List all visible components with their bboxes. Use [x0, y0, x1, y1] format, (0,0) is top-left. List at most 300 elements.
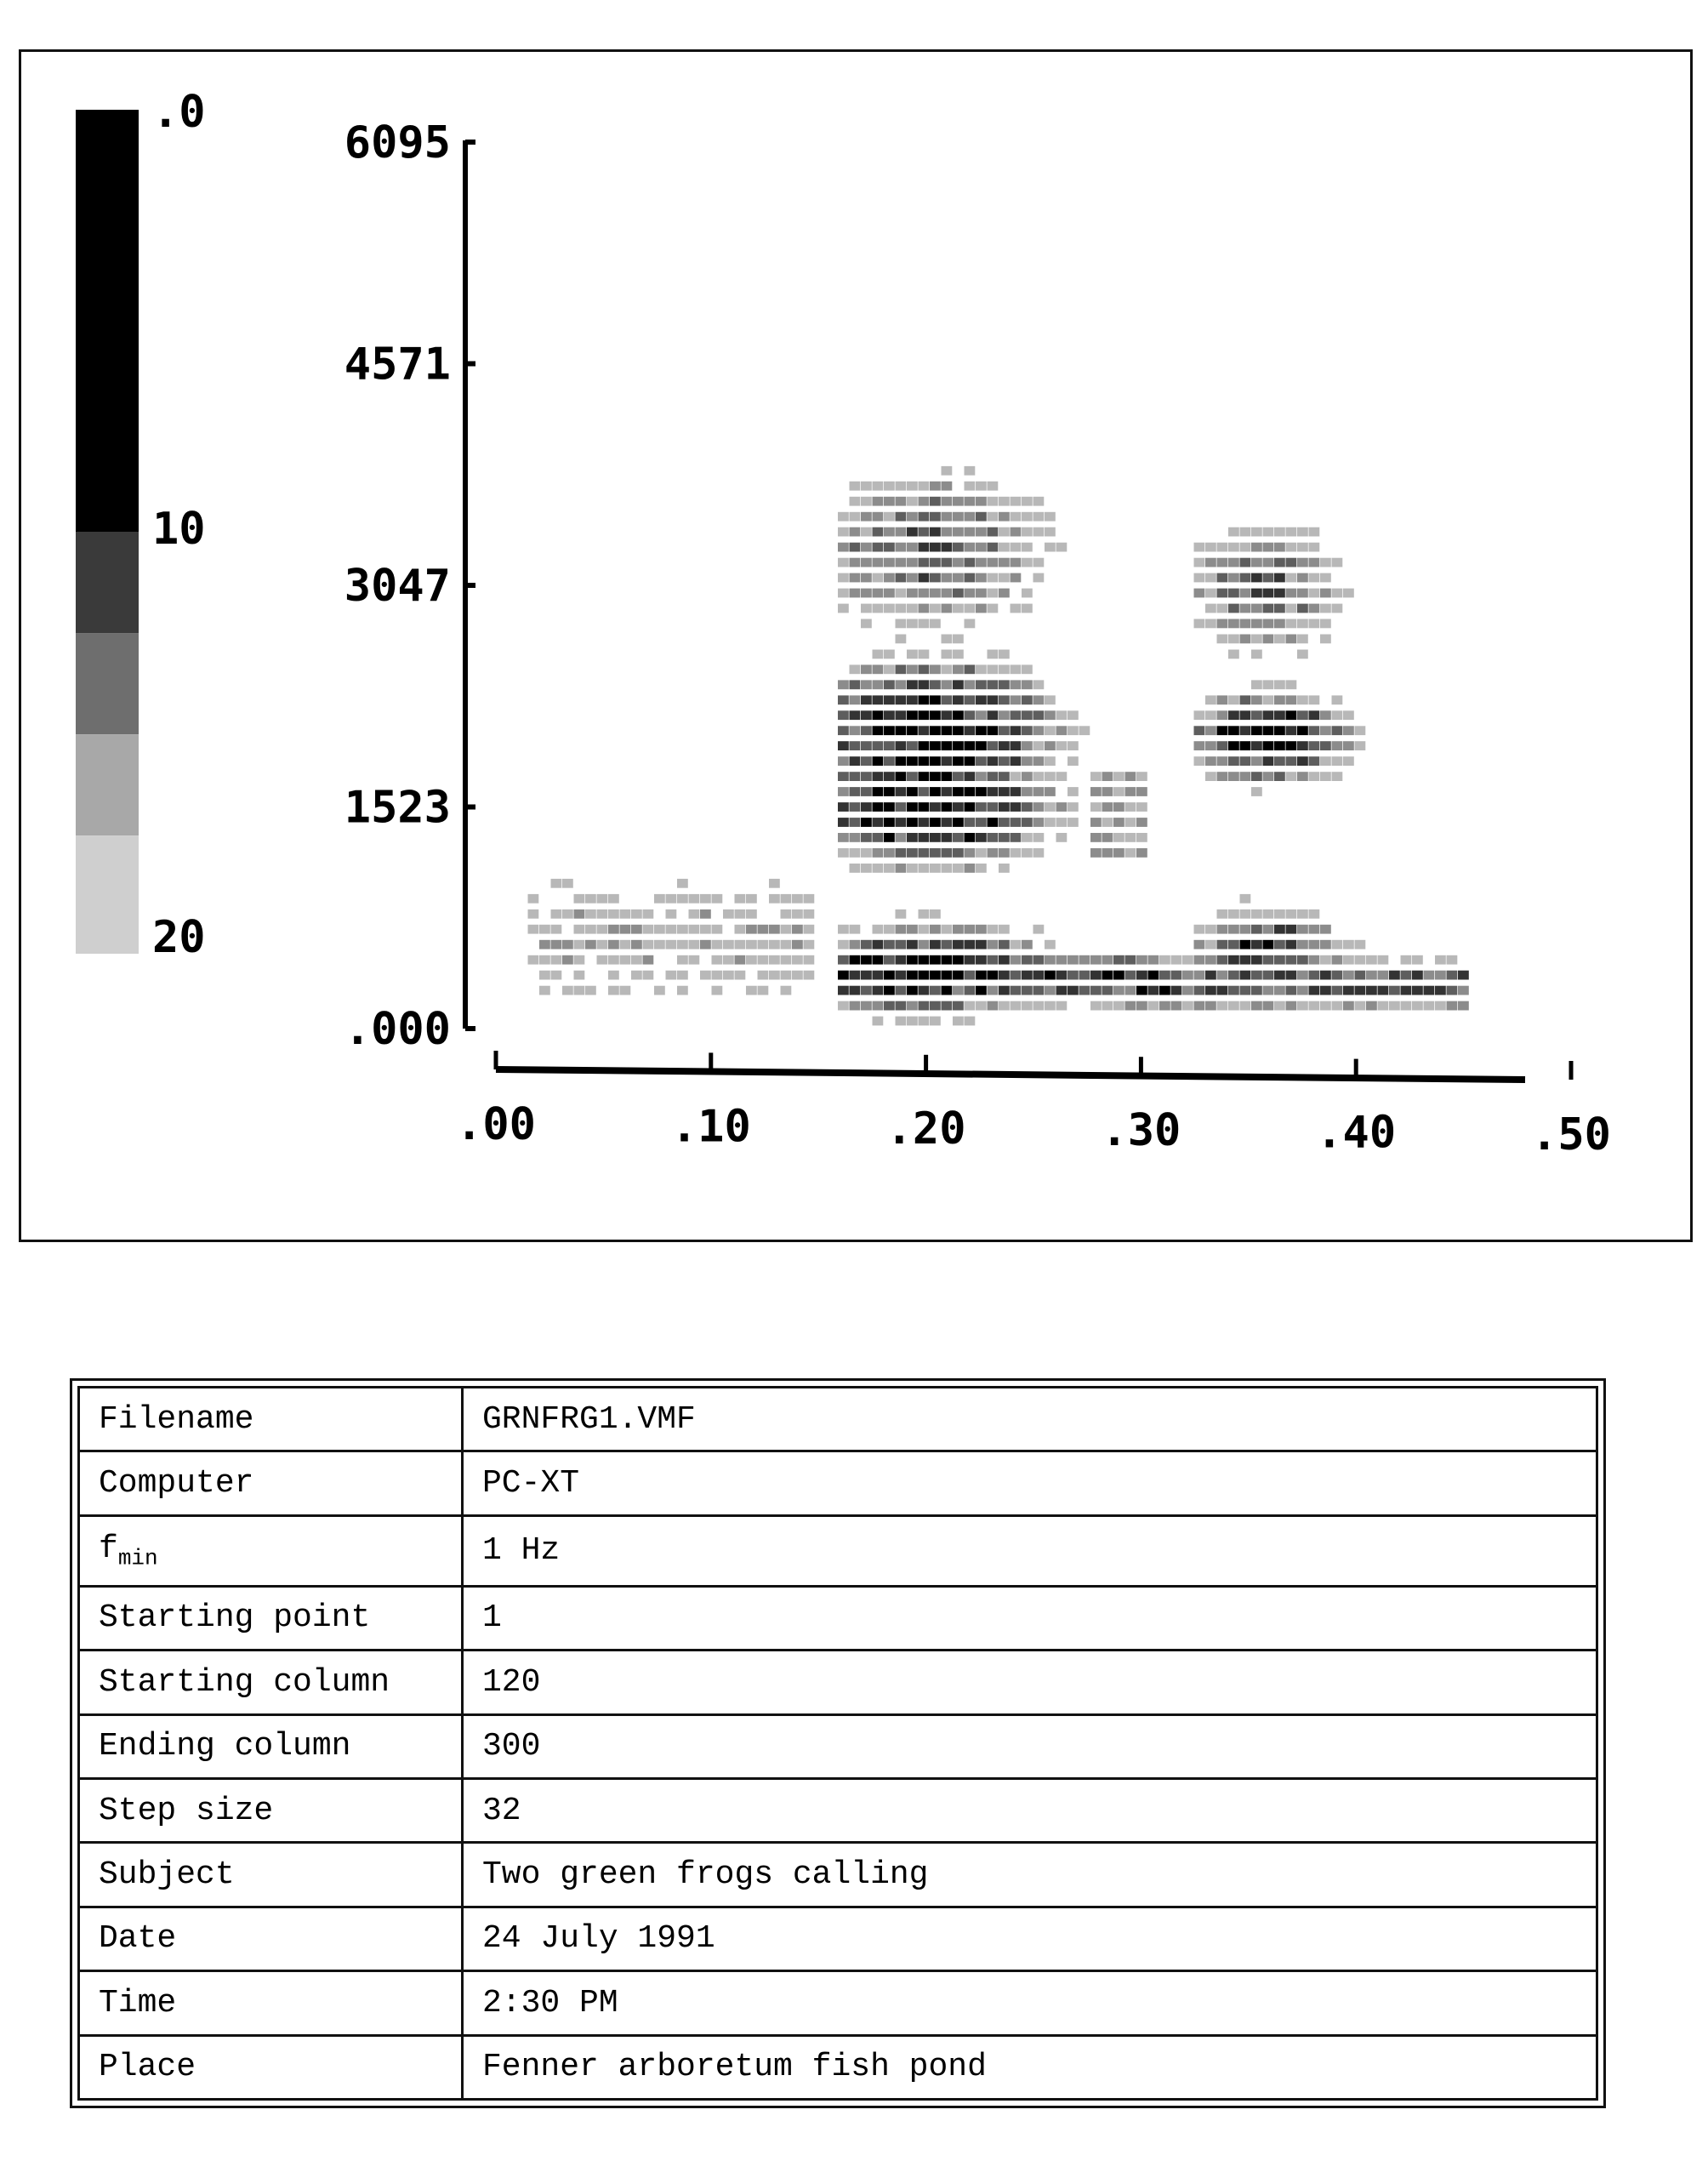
spectrogram-cell — [1033, 818, 1045, 827]
spectrogram-cell — [1033, 986, 1045, 995]
spectrogram-cell — [861, 482, 872, 491]
spectrogram-cell — [712, 940, 723, 949]
spectrogram-cell — [907, 940, 918, 949]
spectrogram-cell — [965, 925, 976, 934]
spectrogram-cell — [942, 604, 953, 613]
spectrogram-cell — [942, 787, 953, 796]
spectrogram-cell — [907, 955, 918, 965]
spectrogram-cell — [965, 802, 976, 812]
spectrogram-cell — [735, 940, 746, 949]
spectrogram-cell — [999, 787, 1010, 796]
spectrogram-cell — [631, 925, 642, 934]
spectrogram-cell — [574, 971, 585, 980]
spectrogram-cell — [1113, 1001, 1124, 1011]
spectrogram-cell — [1320, 635, 1331, 644]
spectrogram-cell — [1332, 710, 1343, 720]
spectrogram-cell — [1194, 940, 1205, 949]
spectrogram-cell — [1309, 710, 1320, 720]
spectrogram-cell — [1240, 558, 1251, 567]
spectrogram-cell — [884, 558, 895, 567]
spectrogram-cell — [1022, 802, 1033, 812]
spectrogram-cell — [838, 833, 849, 842]
spectrogram-cell — [1251, 543, 1262, 552]
spectrogram-cell — [1355, 955, 1366, 965]
spectrogram-cell — [1320, 756, 1331, 766]
spectrogram-cell — [1332, 1001, 1343, 1011]
spectrogram-cell — [930, 940, 941, 949]
spectrogram-cell — [1056, 1001, 1068, 1011]
spectrogram-cell — [1033, 925, 1045, 934]
spectrogram-cell — [942, 695, 953, 704]
spectrogram-cell — [746, 955, 757, 965]
spectrogram-cell — [999, 543, 1010, 552]
spectrogram-cell — [1240, 589, 1251, 598]
spectrogram-cell — [804, 955, 815, 965]
spectrogram-cell — [976, 527, 987, 537]
spectrogram-cell — [1205, 756, 1216, 766]
spectrogram-cell — [988, 695, 999, 704]
spectrogram-cell — [769, 971, 780, 980]
spectrogram-cell — [1274, 710, 1285, 720]
spectrogram-cell — [953, 955, 964, 965]
spectrogram-cell — [1148, 1001, 1159, 1011]
spectrogram-cell — [965, 558, 976, 567]
spectrogram-cell — [1205, 543, 1216, 552]
spectrogram-cell — [976, 558, 987, 567]
spectrogram-cell — [850, 664, 861, 674]
spectrogram-cell — [1090, 802, 1102, 812]
table-row — [79, 2035, 1597, 2099]
spectrogram-cell — [528, 955, 539, 965]
row-label — [79, 1971, 463, 2035]
spectrogram-cell — [861, 710, 872, 720]
spectrogram-cell — [1033, 558, 1045, 567]
spectrogram-cell — [838, 925, 849, 934]
spectrogram-cell — [988, 664, 999, 674]
spectrogram-cell — [930, 909, 941, 919]
spectrogram-cell — [539, 940, 550, 949]
spectrogram-cell — [1228, 543, 1239, 552]
spectrogram-cell — [1286, 589, 1297, 598]
spectrogram-cell — [861, 864, 872, 873]
spectrogram-cell — [1240, 772, 1251, 781]
spectrogram-cell — [1045, 986, 1056, 995]
spectrogram-cell — [654, 986, 665, 995]
spectrogram-cell — [1297, 527, 1308, 537]
spectrogram-cell — [861, 1001, 872, 1011]
spectrogram-cell — [1309, 619, 1320, 629]
spectrogram-cell — [1251, 527, 1262, 537]
spectrogram-cell — [988, 726, 999, 735]
spectrogram-cell — [873, 833, 884, 842]
spectrogram-cell — [1033, 497, 1045, 506]
spectrogram-cell — [712, 955, 723, 965]
spectrogram-cell — [965, 527, 976, 537]
spectrogram-cell — [942, 756, 953, 766]
spectrogram-cell — [574, 894, 585, 904]
spectrogram-cell — [1297, 756, 1308, 766]
spectrogram-cell — [643, 909, 654, 919]
spectrogram-cell — [1251, 909, 1262, 919]
spectrogram-cell — [1022, 772, 1033, 781]
spectrogram-cell — [1068, 787, 1079, 796]
spectrogram-cell — [1022, 818, 1033, 827]
spectrogram-cell — [907, 971, 918, 980]
spectrogram-cell — [953, 695, 964, 704]
spectrogram-cell — [1205, 1001, 1216, 1011]
spectrogram-cell — [861, 802, 872, 812]
spectrogram-cell — [1274, 558, 1285, 567]
spectrogram-cell — [1068, 986, 1079, 995]
spectrogram-cell — [873, 710, 884, 720]
spectrogram-cell — [1217, 986, 1228, 995]
spectrogram-cell — [1251, 604, 1262, 613]
spectrogram-cell — [965, 543, 976, 552]
spectrogram-cell — [1240, 756, 1251, 766]
spectrogram-cell — [1366, 1001, 1377, 1011]
spectrogram-cell — [1378, 971, 1389, 980]
spectrogram-cell — [919, 940, 930, 949]
spectrogram-cell — [1366, 971, 1377, 980]
spectrogram-cell — [1011, 558, 1022, 567]
spectrogram-cell — [1068, 710, 1079, 720]
spectrogram-cell — [919, 756, 930, 766]
row-value: 24 July 1991 — [463, 1907, 1597, 1970]
spectrogram-cell — [1263, 955, 1274, 965]
spectrogram-cell — [919, 589, 930, 598]
spectrogram-cell — [712, 894, 723, 904]
x-tick-label: .00 — [456, 1099, 536, 1150]
spectrogram-cell — [838, 848, 849, 858]
row-value: 1 — [463, 1586, 1597, 1650]
spectrogram-cell — [1447, 955, 1458, 965]
spectrogram-cell — [1263, 543, 1274, 552]
spectrogram-cell — [919, 543, 930, 552]
spectrogram-cell — [1011, 604, 1022, 613]
spectrogram-cell — [930, 619, 941, 629]
spectrogram-cell — [1251, 695, 1262, 704]
spectrogram-cell — [965, 741, 976, 750]
spectrogram-cells — [528, 466, 1469, 1026]
spectrogram-cell — [1079, 971, 1090, 980]
spectrogram-cell — [1274, 543, 1285, 552]
spectrogram-cell — [712, 986, 723, 995]
spectrogram-cell — [965, 695, 976, 704]
spectrogram-cell — [1309, 741, 1320, 750]
spectrogram-cell — [965, 573, 976, 583]
spectrogram-cell — [1297, 650, 1308, 659]
spectrogram-cell — [608, 940, 619, 949]
spectrogram-cell — [907, 482, 918, 491]
spectrogram-cell — [930, 710, 941, 720]
spectrogram-cell — [919, 680, 930, 689]
spectrogram-cell — [1090, 986, 1102, 995]
spectrogram-cell — [677, 955, 688, 965]
row-label — [79, 1451, 463, 1515]
spectrogram-cell — [551, 925, 562, 934]
spectrogram-cell — [1263, 558, 1274, 567]
row-label — [79, 1651, 463, 1714]
spectrogram-cell — [850, 940, 861, 949]
spectrogram-cell — [585, 940, 596, 949]
spectrogram-cell — [1011, 512, 1022, 522]
spectrogram-cell — [838, 543, 849, 552]
spectrogram-cell — [1182, 971, 1193, 980]
spectrogram-cell — [1355, 726, 1366, 735]
spectrogram-cell — [1022, 497, 1033, 506]
colorbar-segment — [76, 835, 139, 954]
spectrogram-cell — [873, 787, 884, 796]
spectrogram-cell — [528, 909, 539, 919]
spectrogram-cell — [999, 527, 1010, 537]
spectrogram-cell — [873, 650, 884, 659]
spectrogram-cell — [896, 909, 907, 919]
row-label-text: Place — [99, 2049, 196, 2086]
spectrogram-cell — [792, 955, 803, 965]
spectrogram-cell — [976, 833, 987, 842]
spectrogram-cell — [930, 664, 941, 674]
spectrogram-cell — [1217, 695, 1228, 704]
row-label — [79, 1388, 463, 1451]
spectrogram-cell — [873, 543, 884, 552]
spectrogram-cell — [1320, 986, 1331, 995]
spectrogram-cell — [1125, 772, 1136, 781]
spectrogram-cell — [1286, 741, 1297, 750]
spectrogram-cell — [1251, 650, 1262, 659]
spectrogram-cell — [896, 710, 907, 720]
spectrogram-cell — [1297, 971, 1308, 980]
spectrogram-cell — [700, 940, 711, 949]
spectrogram-cell — [953, 802, 964, 812]
spectrogram-cell — [884, 833, 895, 842]
spectrogram-cell — [1033, 695, 1045, 704]
spectrogram-cell — [666, 894, 677, 904]
spectrogram-cell — [1033, 710, 1045, 720]
spectrogram-cell — [988, 955, 999, 965]
spectrogram-cell — [1251, 635, 1262, 644]
spectrogram-cell — [1228, 710, 1239, 720]
spectrogram-cell — [873, 680, 884, 689]
spectrogram-cell — [884, 772, 895, 781]
spectrogram-cell — [999, 497, 1010, 506]
spectrogram-cell — [999, 589, 1010, 598]
row-value: 32 — [463, 1778, 1597, 1842]
spectrogram-cell — [907, 818, 918, 827]
spectrogram-cell — [907, 664, 918, 674]
spectrogram-cell — [1274, 741, 1285, 750]
spectrogram-cell — [907, 497, 918, 506]
spectrogram-cell — [988, 741, 999, 750]
spectrogram-cell — [1274, 527, 1285, 537]
row-value: 2:30 PM — [463, 1971, 1597, 2035]
spectrogram-cell — [999, 650, 1010, 659]
spectrogram-cell — [1251, 971, 1262, 980]
spectrogram-cell — [1182, 955, 1193, 965]
spectrogram-cell — [1033, 833, 1045, 842]
spectrogram-cell — [804, 925, 815, 934]
spectrogram-cell — [1389, 1001, 1400, 1011]
spectrogram-cell — [620, 925, 631, 934]
spectrogram-cell — [1320, 710, 1331, 720]
spectrogram-cell — [988, 772, 999, 781]
spectrogram-cell — [1079, 955, 1090, 965]
spectrogram-cell — [850, 848, 861, 858]
spectrogram-cell — [608, 986, 619, 995]
y-tick-label: 4571 — [344, 339, 451, 391]
spectrogram-cell — [666, 971, 677, 980]
spectrogram-cell — [896, 833, 907, 842]
spectrogram-cell — [942, 482, 953, 491]
spectrogram-cell — [988, 848, 999, 858]
spectrogram-cell — [884, 710, 895, 720]
spectrogram-cell — [1355, 971, 1366, 980]
spectrogram-cell — [850, 695, 861, 704]
spectrogram-cell — [1286, 558, 1297, 567]
x-tick-label: .10 — [670, 1101, 751, 1153]
spectrogram-cell — [907, 695, 918, 704]
spectrogram-cell — [850, 680, 861, 689]
recording-info-panel — [70, 1378, 1606, 2108]
spectrogram-cell — [1205, 589, 1216, 598]
spectrogram-cell — [1228, 925, 1239, 934]
spectrogram-cell — [1366, 955, 1377, 965]
spectrogram-cell — [1033, 1001, 1045, 1011]
spectrogram-cell — [1205, 558, 1216, 567]
spectrogram-cell — [1297, 695, 1308, 704]
spectrogram-cell — [1332, 940, 1343, 949]
spectrogram-cell — [1378, 986, 1389, 995]
spectrogram-cell — [585, 894, 596, 904]
spectrogram-cell — [965, 512, 976, 522]
spectrogram-cell — [1079, 986, 1090, 995]
spectrogram-cell — [884, 955, 895, 965]
spectrogram-cell — [1194, 971, 1205, 980]
spectrogram-cell — [953, 787, 964, 796]
spectrogram-cell — [1263, 619, 1274, 629]
spectrogram-cell — [1194, 558, 1205, 567]
spectrogram-cell — [1045, 527, 1056, 537]
spectrogram-cell — [1309, 909, 1320, 919]
spectrogram-cell — [976, 497, 987, 506]
spectrogram-cell — [988, 512, 999, 522]
spectrogram-cell — [758, 925, 769, 934]
spectrogram-cell — [1251, 787, 1262, 796]
spectrogram-cell — [1159, 971, 1170, 980]
spectrogram-cell — [884, 971, 895, 980]
spectrogram-cell — [1194, 1001, 1205, 1011]
spectrogram-cell — [1217, 558, 1228, 567]
spectrogram-cell — [976, 772, 987, 781]
colorbar — [76, 110, 139, 954]
table-row — [79, 1907, 1597, 1970]
row-value: 120 — [463, 1651, 1597, 1714]
colorbar-label: 20 — [152, 912, 206, 963]
x-tick-label: .30 — [1101, 1105, 1181, 1157]
spectrogram-cell — [1011, 710, 1022, 720]
spectrogram-cell — [1045, 802, 1056, 812]
spectrogram-cell — [1194, 589, 1205, 598]
spectrogram-cell — [1424, 1001, 1435, 1011]
spectrogram-cell — [999, 1001, 1010, 1011]
spectrogram-cell — [838, 772, 849, 781]
spectrogram-cell — [1125, 802, 1136, 812]
spectrogram-cell — [643, 940, 654, 949]
spectrogram-cell — [861, 986, 872, 995]
spectrogram-cell — [896, 848, 907, 858]
spectrogram-cell — [1378, 1001, 1389, 1011]
spectrogram-cell — [1136, 986, 1147, 995]
spectrogram-cell — [1228, 986, 1239, 995]
spectrogram-cell — [1251, 986, 1262, 995]
row-value: Fenner arboretum fish pond — [463, 2035, 1597, 2099]
spectrogram-cell — [723, 940, 734, 949]
spectrogram-cell — [861, 756, 872, 766]
spectrogram-cell — [1424, 971, 1435, 980]
spectrogram-cell — [942, 971, 953, 980]
spectrogram-cell — [1286, 726, 1297, 735]
spectrogram-cell — [884, 741, 895, 750]
spectrogram-cell — [1309, 971, 1320, 980]
spectrogram-cell — [1274, 940, 1285, 949]
spectrogram-cell — [1159, 955, 1170, 965]
spectrogram-cell — [1045, 726, 1056, 735]
spectrogram-cell — [1309, 955, 1320, 965]
spectrogram-cell — [976, 818, 987, 827]
spectrogram-cell — [1355, 986, 1366, 995]
spectrogram-cell — [677, 925, 688, 934]
spectrogram-cell — [1286, 955, 1297, 965]
spectrogram-cell — [1309, 1001, 1320, 1011]
spectrogram-cell — [712, 925, 723, 934]
spectrogram-cell — [999, 802, 1010, 812]
spectrogram-cell — [1389, 986, 1400, 995]
spectrogram-cell — [896, 925, 907, 934]
spectrogram-cell — [953, 589, 964, 598]
spectrogram-cell — [1366, 986, 1377, 995]
spectrogram-cell — [942, 833, 953, 842]
spectrogram-cell — [884, 482, 895, 491]
spectrogram-chart — [21, 52, 1690, 1240]
spectrogram-cell — [953, 864, 964, 873]
spectrogram-cell — [1033, 971, 1045, 980]
spectrogram-cell — [804, 909, 815, 919]
spectrogram-cell — [873, 1017, 884, 1026]
spectrogram-cell — [976, 741, 987, 750]
spectrogram-cell — [1286, 909, 1297, 919]
spectrogram-cell — [942, 558, 953, 567]
spectrogram-cell — [1022, 680, 1033, 689]
spectrogram-cell — [919, 787, 930, 796]
spectrogram-cell — [884, 543, 895, 552]
spectrogram-cell — [965, 940, 976, 949]
spectrogram-cell — [792, 925, 803, 934]
spectrogram-cell — [781, 986, 792, 995]
spectrogram-cell — [723, 971, 734, 980]
spectrogram-cell — [1113, 955, 1124, 965]
spectrogram-cell — [873, 664, 884, 674]
spectrogram-cell — [746, 940, 757, 949]
spectrogram-cell — [861, 695, 872, 704]
spectrogram-cell — [1286, 527, 1297, 537]
spectrogram-cell — [1320, 573, 1331, 583]
spectrogram-cell — [907, 787, 918, 796]
spectrogram-cell — [1022, 955, 1033, 965]
spectrogram-cell — [1033, 848, 1045, 858]
spectrogram-cell — [838, 695, 849, 704]
spectrogram-cell — [1297, 635, 1308, 644]
spectrogram-cell — [976, 848, 987, 858]
spectrogram-cell — [1125, 1001, 1136, 1011]
